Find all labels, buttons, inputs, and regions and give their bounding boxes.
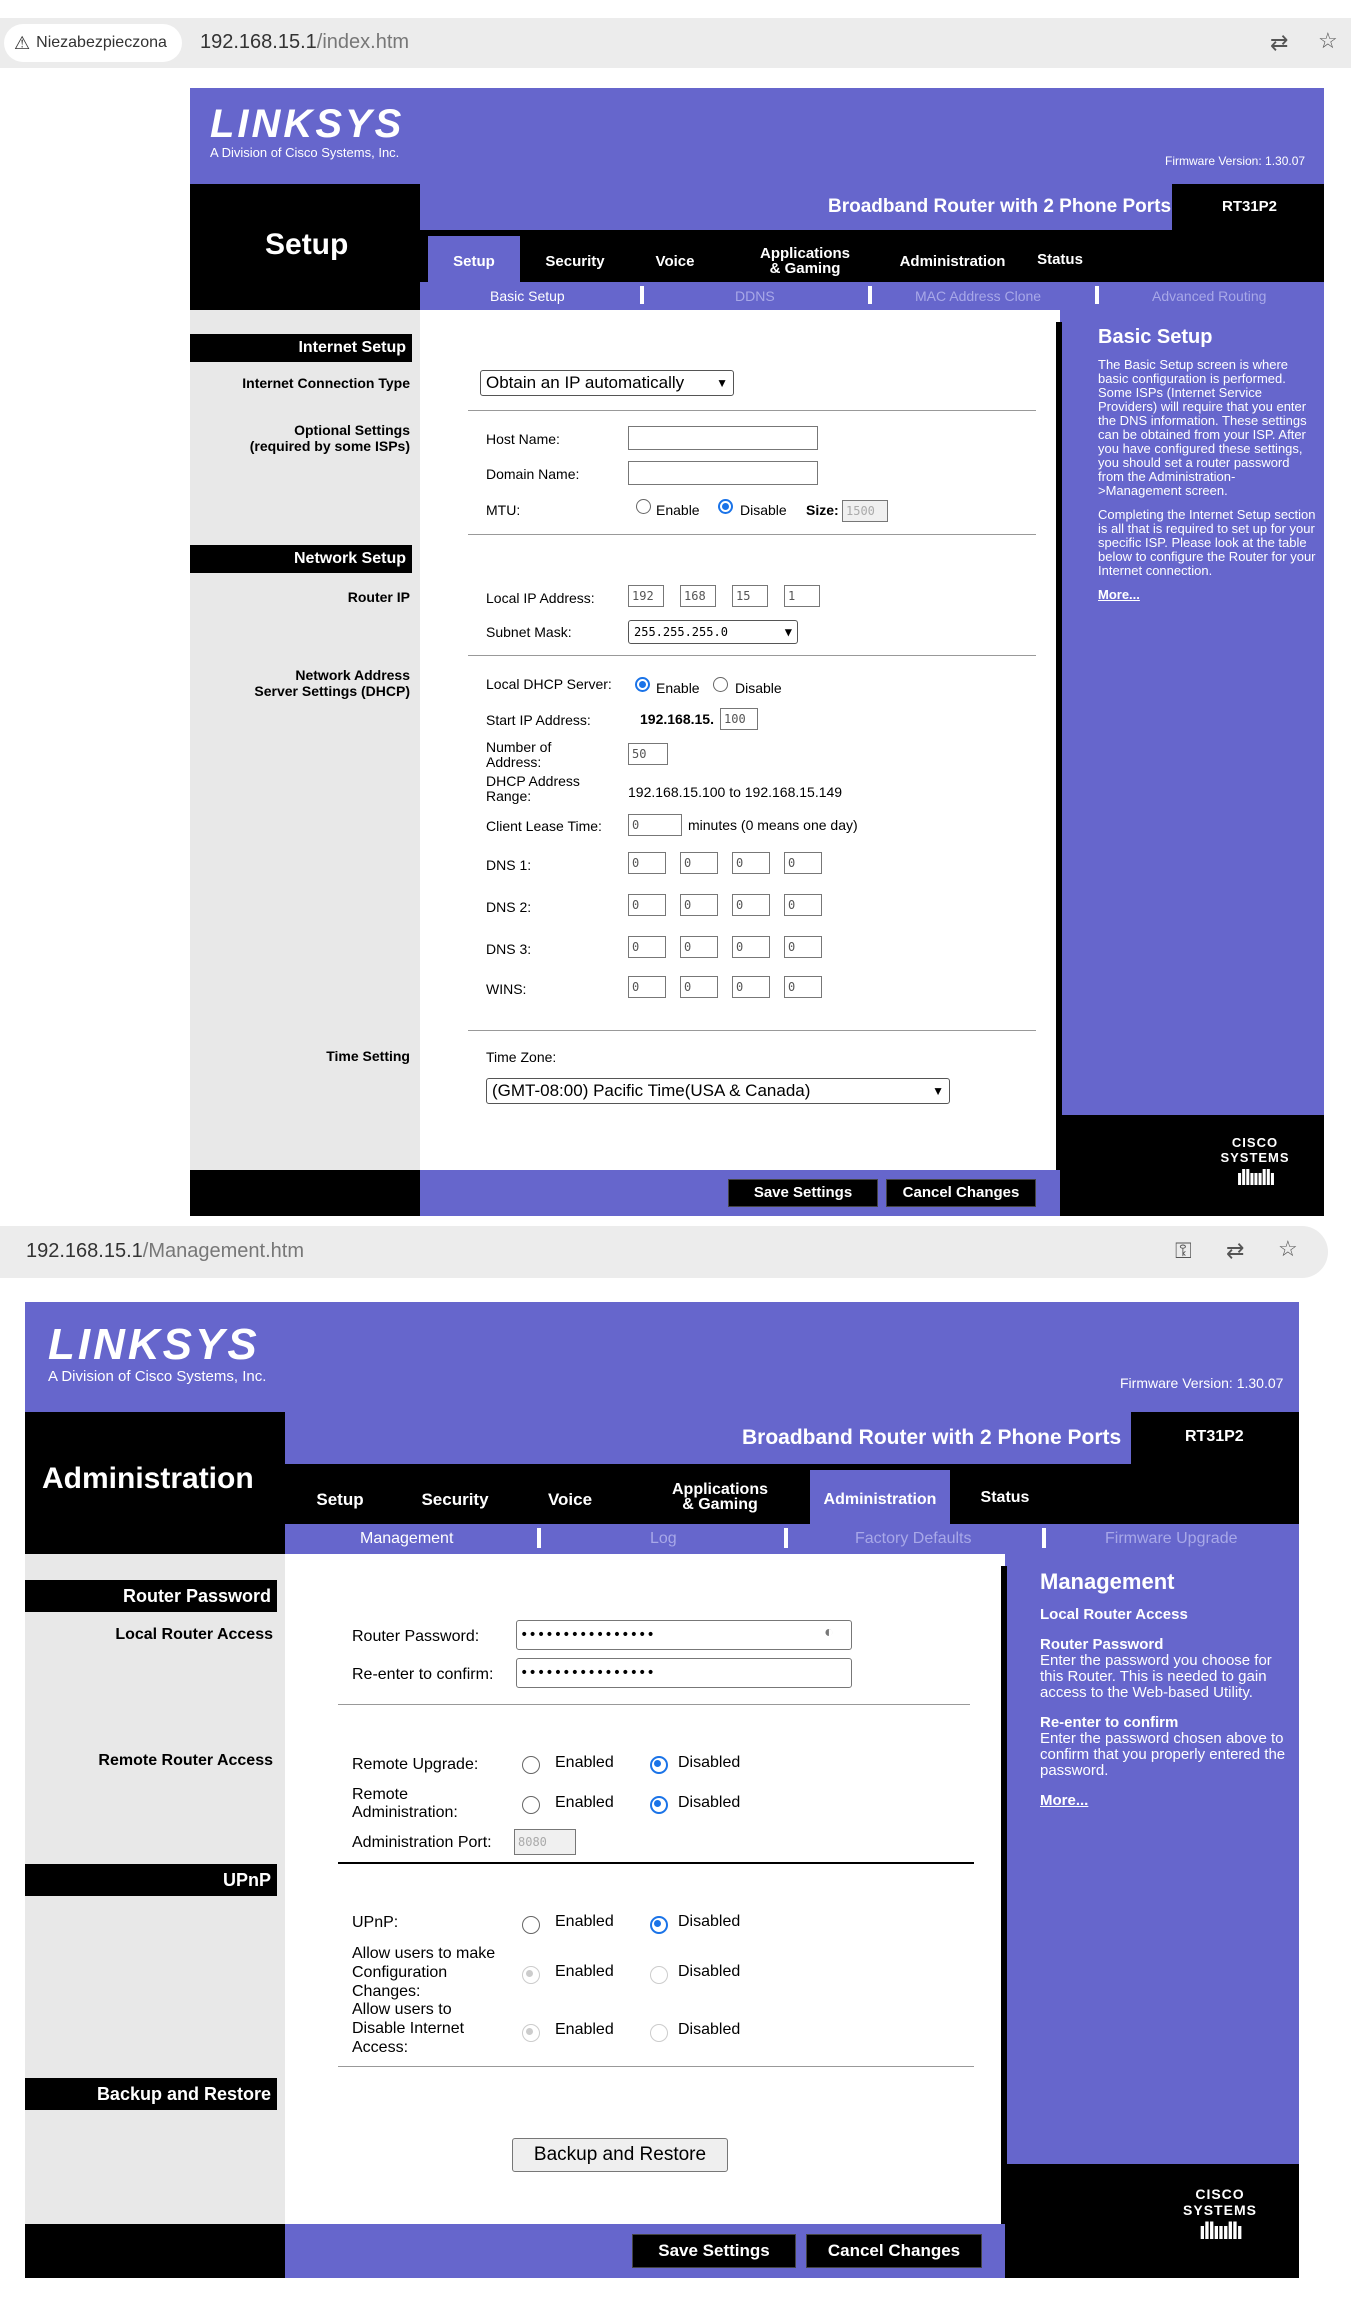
dns1-label: DNS 1: — [486, 857, 532, 873]
dns1-octet-1[interactable]: 0 — [628, 852, 666, 874]
help-paragraph-router-password: Enter the password you choose for this Router. This is needed to gain access to the Web-based Utility. — [1040, 1652, 1272, 1701]
local-ip-octet-2[interactable]: 168 — [680, 585, 716, 607]
tab-status[interactable]: Status — [980, 1489, 1030, 1506]
key-icon[interactable]: ⚿ — [1175, 1238, 1192, 1263]
logo-subtitle: A Division of Cisco Systems, Inc. — [48, 1368, 267, 1385]
dhcp-enable-radio[interactable] — [635, 677, 650, 692]
remote-upgrade-disabled-radio[interactable] — [650, 1756, 668, 1774]
help-heading-router-password: Router Password — [1040, 1636, 1164, 1653]
mtu-label: MTU: — [486, 502, 521, 518]
divider — [468, 1030, 1036, 1031]
cisco-logo-text: CISCO SYSTEMS — [1183, 2186, 1257, 2218]
dns3-octet-1[interactable]: 0 — [628, 936, 666, 958]
remote-upgrade-disabled-label: Disabled — [678, 1754, 741, 1771]
address-bar-2[interactable] — [0, 1226, 1328, 1278]
dns1-octet-2[interactable]: 0 — [680, 852, 718, 874]
allow-config-label: Allow users to make Configuration Changes: — [352, 1945, 496, 2000]
remote-upgrade-label: Remote Upgrade: — [352, 1756, 479, 1773]
url-host: 192.168.15.1 — [26, 1240, 143, 1262]
subtab-mac-clone[interactable]: MAC Address Clone — [915, 288, 1042, 304]
dhcp-disable-radio[interactable] — [713, 677, 728, 692]
help-paragraph-reenter: Enter the password chosen above to confirm that you properly entered the password. — [1040, 1730, 1286, 1779]
remote-admin-disabled-label: Disabled — [678, 1794, 741, 1811]
subtab-divider — [537, 1528, 541, 1548]
divider — [338, 2066, 974, 2067]
footer-left — [25, 2224, 285, 2278]
allow-disable-label: Allow users to Disable Internet Access: — [352, 2001, 465, 2056]
help-panel — [1040, 1569, 1290, 1809]
label-connection-type: Internet Connection Type — [242, 375, 410, 391]
router-password-label: Router Password: — [352, 1628, 480, 1645]
dns2-octet-3[interactable]: 0 — [732, 894, 770, 916]
label-router-ip: Router IP — [347, 589, 410, 605]
product-name: Broadband Router with 2 Phone Ports — [742, 1426, 1122, 1449]
subtab-divider — [640, 286, 644, 304]
product-name: Broadband Router with 2 Phone Ports — [828, 196, 1172, 217]
content-border — [1001, 1566, 1007, 2224]
timezone-select[interactable] — [486, 1078, 950, 1104]
dhcp-enable-label: Enable — [656, 680, 700, 696]
linksys-logo — [210, 102, 404, 160]
upnp-label: UPnP: — [352, 1914, 399, 1931]
reenter-input[interactable]: •••••••••••••••• — [516, 1658, 852, 1688]
content-border — [1056, 322, 1062, 1170]
tab-applications-gaming[interactable]: Applications & Gaming — [671, 1481, 768, 1513]
logo-subtitle: A Division of Cisco Systems, Inc. — [210, 145, 400, 160]
subtab-firmware-upgrade[interactable]: Firmware Upgrade — [1105, 1530, 1238, 1547]
help-paragraph-1: The Basic Setup screen is where basic configuration is performed. Some ISPs (Internet Service Providers) will require that you enter the DNS information. These settings can be obtained from your ISP. After you have configured these settings, you should set a router password from the Administration->Management screen. — [1098, 357, 1307, 498]
help-more-link[interactable]: More... — [1098, 587, 1140, 602]
subtab-management[interactable]: Management — [360, 1530, 454, 1547]
tab-security[interactable]: Security — [545, 253, 605, 270]
chevron-down-icon: ▼ — [716, 376, 728, 390]
optional-settings-line1: Optional Settings — [294, 422, 410, 438]
host-name-input[interactable] — [628, 426, 818, 450]
tab-voice[interactable]: Voice — [655, 253, 695, 270]
section-internet-setup: Internet Setup — [190, 334, 412, 362]
lease-time-input[interactable]: 0 — [628, 814, 682, 836]
wins-octet-3[interactable]: 0 — [732, 976, 770, 998]
upnp-enabled-label: Enabled — [555, 1913, 614, 1930]
url-host: 192.168.15.1 — [200, 31, 317, 53]
security-indicator[interactable] — [4, 24, 182, 62]
translate-icon[interactable]: ⇄ — [1270, 30, 1289, 55]
subtab-divider — [784, 1528, 788, 1548]
remote-admin-label: Remote Administration: — [352, 1786, 458, 1821]
logo-text: LINKSYS — [210, 102, 405, 146]
subtab-divider — [1095, 286, 1099, 304]
cancel-changes-button[interactable]: Cancel Changes — [886, 1179, 1036, 1207]
cisco-bars-icon: ıllıııllı — [1236, 1165, 1274, 1190]
subtab-basic-setup[interactable]: Basic Setup — [490, 288, 565, 304]
help-paragraph-2: Completing the Internet Setup section is all that is required to set up for your specific ISP. Please look at the table below to configure the Router for your Internet connection. — [1098, 507, 1316, 578]
dns2-octet-1[interactable]: 0 — [628, 894, 666, 916]
subtab-log[interactable]: Log — [650, 1530, 677, 1547]
dns3-octet-2[interactable]: 0 — [680, 936, 718, 958]
tab-administration[interactable]: Administration — [823, 1491, 937, 1508]
host-name-label: Host Name: — [486, 431, 560, 447]
wins-octet-4[interactable]: 0 — [784, 976, 822, 998]
translate-icon[interactable]: ⇄ — [1226, 1238, 1245, 1263]
start-ip-last-octet[interactable]: 100 — [720, 708, 758, 730]
subnet-label: Subnet Mask: — [486, 624, 572, 640]
section-router-password: Router Password — [25, 1580, 277, 1612]
dns2-octet-2[interactable]: 0 — [680, 894, 718, 916]
dhcp-label-line1: Network Address — [295, 667, 410, 683]
cancel-changes-button[interactable]: Cancel Changes — [806, 2234, 982, 2268]
security-label: Niezabezpieczona — [36, 34, 167, 51]
allow-config-enabled-radio[interactable] — [522, 1966, 540, 1984]
reenter-label: Re-enter to confirm: — [352, 1666, 494, 1683]
upnp-disabled-label: Disabled — [678, 1913, 741, 1930]
mtu-enable-radio[interactable] — [636, 499, 651, 514]
subtab-divider — [868, 286, 872, 304]
label-dhcp — [190, 667, 410, 699]
chevron-down-icon: ▼ — [784, 625, 792, 639]
tab-status[interactable]: Status — [1037, 251, 1083, 268]
mtu-disable-label: Disable — [740, 502, 787, 518]
local-ip-octet-4[interactable]: 1 — [784, 585, 820, 607]
url-path: /Management.htm — [142, 1240, 304, 1262]
page-title: Administration — [42, 1462, 254, 1495]
help-more-link[interactable]: More... — [1040, 1792, 1089, 1809]
divider — [468, 410, 1036, 411]
section-network-setup: Network Setup — [190, 545, 412, 573]
label-time-setting: Time Setting — [326, 1048, 410, 1064]
remote-admin-disabled-radio[interactable] — [650, 1796, 668, 1814]
dhcp-label-line2: Server Settings (DHCP) — [254, 683, 410, 699]
wins-octet-1[interactable]: 0 — [628, 976, 666, 998]
cisco-logo — [1200, 1135, 1310, 1191]
bookmark-star-icon[interactable]: ☆ — [1278, 1236, 1298, 1261]
dns3-octet-4[interactable]: 0 — [784, 936, 822, 958]
model-name: RT31P2 — [1185, 1428, 1244, 1445]
backup-restore-button[interactable]: Backup and Restore — [512, 2138, 728, 2172]
allow-config-disabled-label: Disabled — [678, 1963, 741, 1980]
firmware-version: Firmware Version: 1.30.07 — [1120, 1375, 1284, 1391]
help-panel — [1098, 326, 1318, 602]
subnet-select[interactable] — [628, 620, 798, 644]
dhcp-server-label: Local DHCP Server: — [486, 676, 612, 692]
cisco-bars-icon: ıllıııllı — [1198, 2218, 1241, 2245]
show-password-icon[interactable]: ◐ — [824, 1624, 834, 1641]
connection-type-value: Obtain an IP automatically — [486, 373, 685, 392]
divider — [338, 1704, 970, 1705]
wins-octet-2[interactable]: 0 — [680, 976, 718, 998]
dhcp-disable-label: Disable — [735, 680, 782, 696]
lease-time-note: minutes (0 means one day) — [688, 817, 858, 833]
start-ip-label: Start IP Address: — [486, 712, 591, 728]
local-ip-label: Local IP Address: — [486, 590, 595, 606]
mtu-disable-radio[interactable] — [718, 499, 733, 514]
subtab-ddns[interactable]: DDNS — [735, 288, 775, 304]
dhcp-range-value: 192.168.15.100 to 192.168.15.149 — [628, 784, 843, 800]
remote-upgrade-enabled-radio[interactable] — [522, 1756, 540, 1774]
local-ip-octet-1[interactable]: 192 — [628, 585, 664, 607]
remote-admin-enabled-label: Enabled — [555, 1794, 614, 1811]
tab-administration[interactable]: Administration — [899, 253, 1006, 270]
subtab-divider — [1042, 1528, 1046, 1548]
tab-security[interactable]: Security — [421, 1490, 489, 1509]
upnp-enabled-radio[interactable] — [522, 1916, 540, 1934]
bookmark-star-icon[interactable]: ☆ — [1318, 28, 1338, 53]
subtab-factory-defaults[interactable]: Factory Defaults — [855, 1530, 972, 1547]
tab-applications-gaming[interactable]: Applications & Gaming — [759, 245, 850, 277]
mtu-size-label: Size: — [806, 502, 839, 518]
chevron-down-icon: ▼ — [932, 1084, 944, 1098]
dns1-octet-4[interactable]: 0 — [784, 852, 822, 874]
allow-config-enabled-label: Enabled — [555, 1963, 614, 1980]
label-local-router-access: Local Router Access — [115, 1626, 273, 1643]
local-ip-octet-3[interactable]: 15 — [732, 585, 768, 607]
cisco-logo-text: CISCO SYSTEMS — [1220, 1135, 1290, 1165]
save-settings-button[interactable]: Save Settings — [632, 2234, 796, 2268]
remote-admin-enabled-radio[interactable] — [522, 1796, 540, 1814]
tab-voice[interactable]: Voice — [547, 1490, 593, 1509]
lease-time-label: Client Lease Time: — [486, 818, 602, 834]
help-title: Management — [1040, 1569, 1175, 1594]
help-title: Basic Setup — [1098, 326, 1213, 348]
optional-settings-line2: (required by some ISPs) — [249, 438, 410, 454]
label-remote-router-access: Remote Router Access — [98, 1752, 273, 1769]
admin-port-label: Administration Port: — [352, 1834, 492, 1851]
admin-port-input[interactable]: 8080 — [514, 1829, 576, 1855]
section-backup-restore: Backup and Restore — [25, 2078, 277, 2110]
dns2-octet-4[interactable]: 0 — [784, 894, 822, 916]
address-bar-1[interactable] — [0, 18, 1351, 68]
section-upnp: UPnP — [25, 1864, 277, 1896]
label-optional-settings — [190, 422, 410, 454]
timezone-label: Time Zone: — [486, 1049, 557, 1065]
domain-name-input[interactable] — [628, 461, 818, 485]
model-name: RT31P2 — [1222, 198, 1278, 215]
dns3-octet-3[interactable]: 0 — [732, 936, 770, 958]
timezone-value: (GMT-08:00) Pacific Time(USA & Canada) — [492, 1081, 811, 1100]
remote-upgrade-enabled-label: Enabled — [555, 1754, 614, 1771]
url-path: /index.htm — [316, 31, 410, 53]
cisco-logo — [1160, 2186, 1280, 2246]
save-settings-button[interactable]: Save Settings — [728, 1179, 878, 1207]
allow-disable-enabled-label: Enabled — [555, 2021, 614, 2038]
allow-disable-disabled-radio[interactable] — [650, 2024, 668, 2042]
allow-config-disabled-radio[interactable] — [650, 1966, 668, 1984]
page-title: Setup — [265, 228, 349, 261]
dns1-octet-3[interactable]: 0 — [732, 852, 770, 874]
subnet-value: 255.255.255.0 — [634, 625, 728, 639]
linksys-logo — [48, 1320, 266, 1385]
upnp-disabled-radio[interactable] — [650, 1916, 668, 1934]
router-password-input[interactable]: •••••••••••••••• — [516, 1620, 852, 1650]
domain-name-label: Domain Name: — [486, 466, 580, 482]
dns2-label: DNS 2: — [486, 899, 532, 915]
url-text[interactable] — [26, 1240, 304, 1263]
divider — [468, 655, 1036, 656]
url-text[interactable] — [200, 31, 409, 54]
footer-left — [190, 1170, 420, 1216]
tab-setup[interactable]: Setup — [453, 253, 495, 270]
wins-label: WINS: — [486, 981, 527, 997]
allow-disable-enabled-radio[interactable] — [522, 2024, 540, 2042]
num-address-input[interactable]: 50 — [628, 743, 668, 765]
mtu-enable-label: Enable — [656, 502, 700, 518]
divider — [338, 1862, 974, 1864]
subtab-advanced-routing[interactable]: Advanced Routing — [1152, 288, 1267, 304]
dhcp-range-label: DHCP Address Range: — [486, 773, 580, 804]
num-address-label: Number of Address: — [486, 739, 552, 770]
start-ip-prefix: 192.168.15. — [640, 711, 714, 727]
help-heading-local-access: Local Router Access — [1040, 1606, 1188, 1623]
allow-disable-disabled-label: Disabled — [678, 2021, 741, 2038]
help-heading-reenter: Re-enter to confirm — [1040, 1714, 1179, 1731]
dns3-label: DNS 3: — [486, 941, 532, 957]
tab-setup[interactable]: Setup — [316, 1490, 364, 1509]
logo-text: LINKSYS — [48, 1320, 260, 1369]
warning-icon: ⚠ — [14, 32, 31, 53]
mtu-size-input[interactable]: 1500 — [842, 500, 888, 522]
connection-type-select[interactable] — [480, 370, 734, 396]
divider — [468, 534, 1036, 535]
firmware-version: Firmware Version: 1.30.07 — [1165, 154, 1306, 168]
